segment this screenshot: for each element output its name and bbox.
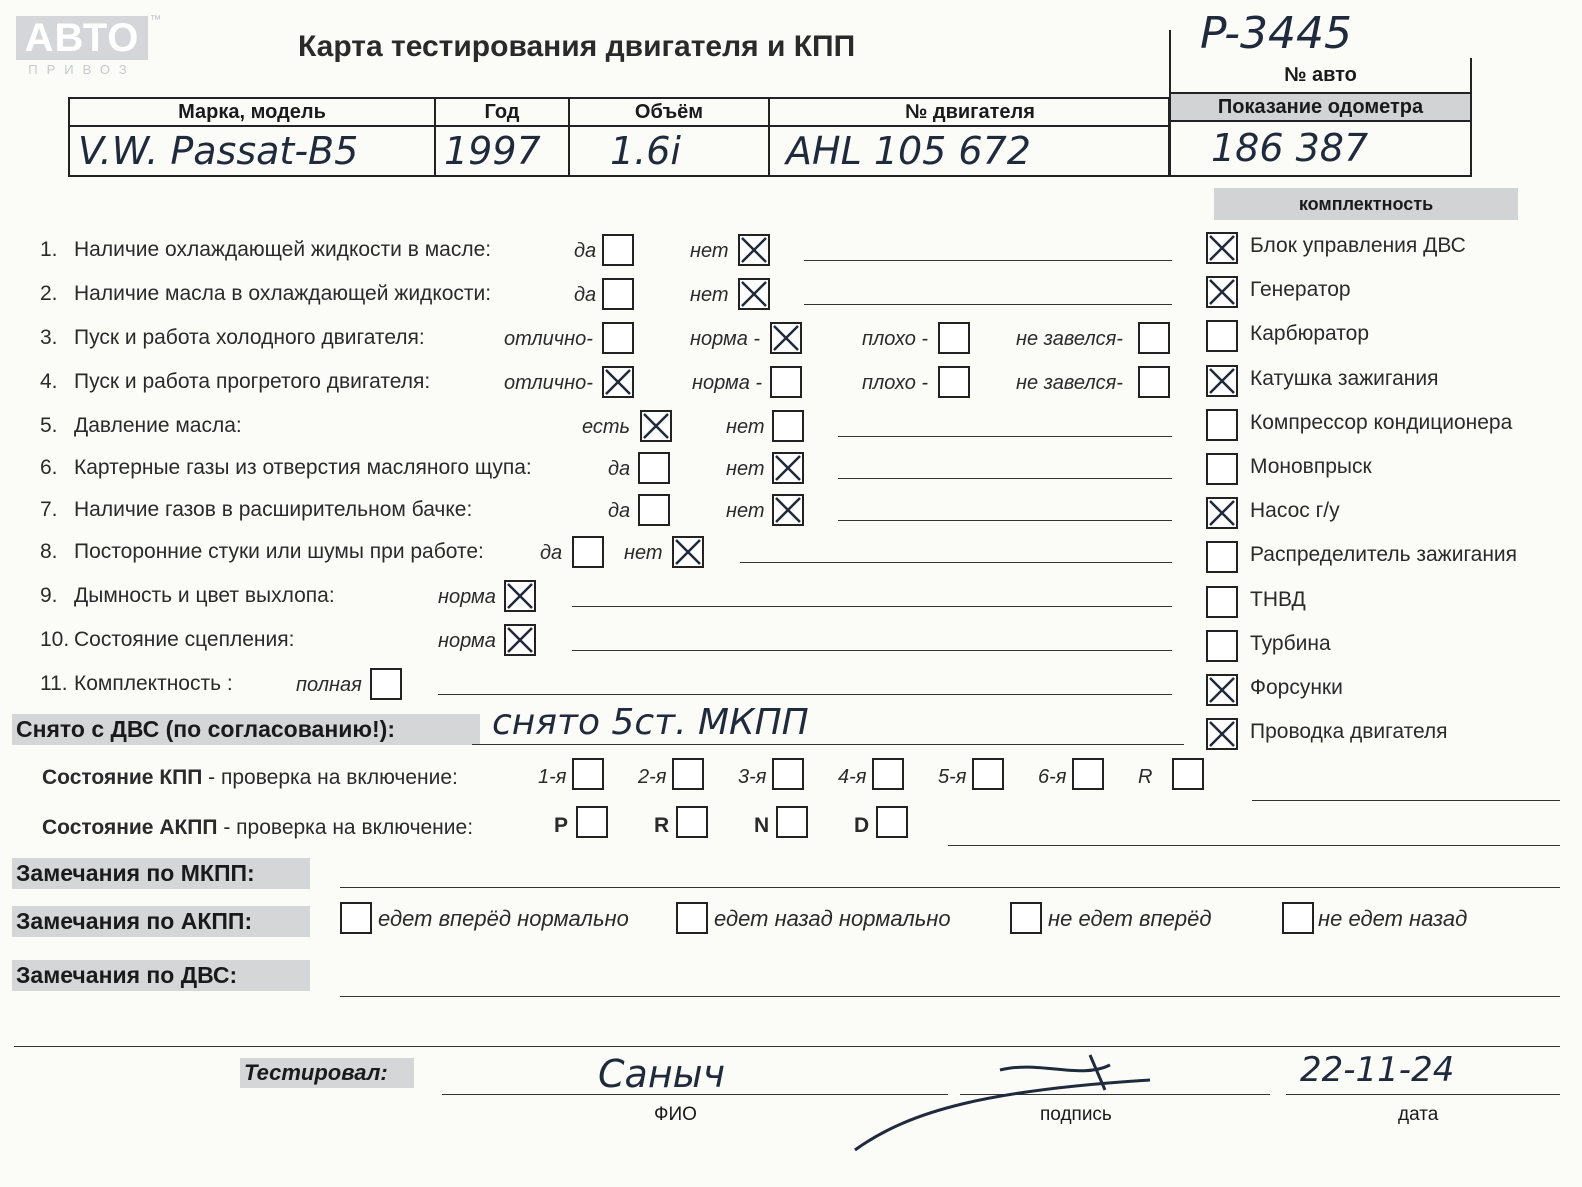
- year-value: 1997: [444, 129, 541, 173]
- option-checkbox[interactable]: [602, 322, 634, 354]
- option-label: есть: [582, 416, 631, 438]
- option-checkbox[interactable]: [738, 234, 770, 266]
- question-text: Давление масла:: [74, 414, 242, 437]
- completeness-checkbox[interactable]: [1206, 320, 1238, 352]
- completeness-item-label: Генератор: [1250, 278, 1351, 302]
- odometer-label: Показание одометра: [1171, 94, 1470, 122]
- completeness-item-label: Моновпрыск: [1250, 455, 1372, 478]
- remarks-mkpp-line: [340, 887, 1560, 888]
- gear-checkbox[interactable]: [872, 758, 904, 790]
- completeness-checkbox[interactable]: [1206, 497, 1238, 529]
- gear-label: 1-я: [538, 766, 567, 788]
- akpp-line: [948, 845, 1560, 846]
- check-mark-icon: [1206, 365, 1238, 397]
- option-label: да: [608, 458, 631, 480]
- answer-line: [804, 260, 1172, 261]
- completeness-checkbox[interactable]: [1206, 365, 1238, 397]
- option-checkbox[interactable]: [602, 278, 634, 310]
- check-mark-icon: [672, 536, 704, 568]
- check-mark-icon: [504, 624, 536, 656]
- option-checkbox[interactable]: [772, 494, 804, 526]
- mode-label: N: [754, 814, 770, 837]
- option-label: нет: [726, 458, 765, 480]
- answer-line: [804, 304, 1172, 305]
- remarks-dvs-line: [340, 996, 1560, 997]
- akpp-label-rest: - проверка на включение:: [217, 816, 474, 839]
- logo-sub: ПРИВОЗ: [28, 62, 136, 77]
- car-number-value: P-3445: [1200, 8, 1352, 59]
- mode-checkbox[interactable]: [576, 806, 608, 838]
- question-text: Посторонние стуки или шумы при работе:: [74, 540, 484, 563]
- logo: [16, 14, 161, 77]
- check-mark-icon: [738, 234, 770, 266]
- question-number: 1.: [40, 238, 58, 261]
- gear-label: 4-я: [838, 766, 867, 788]
- odometer-value: 186 387: [1211, 126, 1369, 170]
- volume-cell: [570, 99, 770, 177]
- option-checkbox[interactable]: [572, 536, 604, 568]
- option-label: норма: [438, 630, 496, 652]
- completeness-checkbox[interactable]: [1206, 276, 1238, 308]
- akpp-remark-checkbox[interactable]: [1282, 902, 1314, 934]
- option-label: норма -: [692, 372, 763, 394]
- option-checkbox[interactable]: [772, 410, 804, 442]
- answer-line: [838, 436, 1172, 437]
- completeness-item-label: Турбина: [1250, 631, 1331, 655]
- signature-scribble: [850, 1050, 1160, 1160]
- option-checkbox[interactable]: [370, 668, 402, 700]
- tester-name: Саныч: [598, 1052, 726, 1096]
- question-number: 5.: [40, 414, 58, 437]
- gear-label: 2-я: [638, 766, 667, 788]
- question-text: Комплектность :: [74, 672, 233, 695]
- gear-label: 3-я: [738, 766, 767, 788]
- answer-line: [740, 562, 1172, 563]
- completeness-item-label: Проводка двигателя: [1250, 720, 1448, 744]
- mode-label: R: [654, 814, 670, 837]
- question-text: Пуск и работа холодного двигателя:: [74, 326, 425, 349]
- completeness-checkbox[interactable]: [1206, 586, 1238, 618]
- option-label: отлично-: [504, 328, 593, 350]
- completeness-checkbox[interactable]: [1206, 674, 1238, 706]
- mode-checkbox[interactable]: [876, 806, 908, 838]
- option-label: да: [540, 542, 563, 564]
- question-number: 6.: [40, 456, 58, 479]
- completeness-item-label: Катушка зажигания: [1250, 366, 1439, 390]
- option-label: нет: [690, 284, 729, 306]
- mode-label: D: [854, 814, 870, 837]
- option-checkbox[interactable]: [772, 452, 804, 484]
- year-label: Год: [436, 99, 568, 127]
- check-mark-icon: [1206, 674, 1238, 706]
- option-label: норма -: [690, 328, 761, 350]
- page-title: Карта тестирования двигателя и КПП: [298, 30, 856, 63]
- completeness-checkbox[interactable]: [1206, 541, 1238, 573]
- divider: [1169, 30, 1171, 60]
- kpp-label-bold: Состояние КПП: [42, 766, 203, 789]
- check-mark-icon: [770, 322, 802, 354]
- option-checkbox[interactable]: [938, 322, 970, 354]
- option-checkbox[interactable]: [1138, 366, 1170, 398]
- check-mark-icon: [1206, 232, 1238, 264]
- remarks-mkpp-label: Замечания по МКПП:: [12, 858, 310, 889]
- option-checkbox[interactable]: [638, 494, 670, 526]
- engine-value: AHL 105 672: [786, 129, 1031, 173]
- gear-checkbox[interactable]: [972, 758, 1004, 790]
- question-text: Пуск и работа прогретого двигателя:: [74, 370, 431, 393]
- answer-line: [438, 694, 1172, 695]
- completeness-checkbox[interactable]: [1206, 630, 1238, 662]
- question-number: 9.: [40, 584, 58, 607]
- brand-value: V.W. Passat-B5: [78, 129, 359, 173]
- option-checkbox[interactable]: [638, 452, 670, 484]
- check-mark-icon: [1206, 718, 1238, 750]
- engine-label: № двигателя: [770, 99, 1170, 127]
- question-text: Состояние сцепления:: [74, 628, 295, 651]
- answer-line: [838, 520, 1172, 521]
- completeness-heading: комплектность: [1214, 188, 1518, 220]
- brand-cell: [70, 99, 436, 177]
- question-text: Наличие масла в охлаждающей жидкости:: [74, 282, 492, 305]
- completeness-checkbox[interactable]: [1206, 453, 1238, 485]
- option-checkbox[interactable]: [602, 234, 634, 266]
- akpp-remark-checkbox[interactable]: [676, 902, 708, 934]
- mode-label: P: [554, 814, 569, 837]
- option-checkbox[interactable]: [738, 278, 770, 310]
- remarks-dvs-label: Замечания по ДВС:: [12, 960, 310, 991]
- mode-checkbox[interactable]: [776, 806, 808, 838]
- akpp-label-bold: Состояние АКПП: [42, 816, 218, 839]
- check-mark-icon: [504, 580, 536, 612]
- question-text: Наличие охлаждающей жидкости в масле:: [74, 238, 492, 261]
- vehicle-table: [68, 97, 1170, 177]
- question-number: 3.: [40, 326, 58, 349]
- completeness-checkbox[interactable]: [1206, 718, 1238, 750]
- option-label: нет: [690, 240, 729, 262]
- answer-line: [838, 478, 1172, 479]
- akpp-remark-label: едет вперёд нормально: [378, 906, 629, 931]
- option-label: да: [574, 240, 597, 262]
- tested-label: Тестировал:: [240, 1058, 414, 1088]
- option-label: не завелся-: [1016, 372, 1123, 394]
- option-checkbox[interactable]: [770, 366, 802, 398]
- gear-checkbox[interactable]: [1072, 758, 1104, 790]
- akpp-remark-label: едет назад нормально: [714, 906, 951, 931]
- option-label: нет: [624, 542, 663, 564]
- akpp-remark-checkbox[interactable]: [340, 902, 372, 934]
- completeness-item-label: Форсунки: [1250, 676, 1343, 699]
- option-label: да: [608, 500, 631, 522]
- answer-line: [572, 606, 1172, 607]
- akpp-remark-label: не едет вперёд: [1048, 906, 1212, 931]
- completeness-item-label: Компрессор кондиционера: [1250, 410, 1513, 434]
- answer-line: [572, 650, 1172, 651]
- option-label: отлично-: [504, 372, 593, 394]
- test-date: 22-11-24: [1300, 1050, 1455, 1090]
- completeness-item-label: Распределитель зажигания: [1250, 543, 1518, 567]
- volume-value: 1.6i: [610, 129, 681, 173]
- question-text: Дымность и цвет выхлопа:: [74, 584, 335, 607]
- option-checkbox[interactable]: [640, 410, 672, 442]
- date-label: дата: [1398, 1104, 1439, 1125]
- remarks-akpp-label: Замечания по АКПП:: [12, 906, 310, 937]
- option-checkbox[interactable]: [770, 322, 802, 354]
- date-line: [1286, 1094, 1560, 1095]
- completeness-checkbox[interactable]: [1206, 232, 1238, 264]
- check-mark-icon: [1206, 276, 1238, 308]
- check-mark-icon: [772, 494, 804, 526]
- gear-checkbox[interactable]: [772, 758, 804, 790]
- completeness-item-label: ТНВД: [1250, 587, 1306, 611]
- option-label: нет: [726, 416, 765, 438]
- gear-checkbox[interactable]: [1172, 758, 1204, 790]
- engine-cell: [770, 99, 1170, 177]
- completeness-item-label: Насос г/у: [1250, 499, 1340, 523]
- option-checkbox[interactable]: [602, 366, 634, 398]
- gear-label: R: [1138, 766, 1153, 788]
- logo-tm: ™: [150, 14, 161, 26]
- question-number: 4.: [40, 370, 58, 393]
- gear-checkbox[interactable]: [672, 758, 704, 790]
- signature-label: подпись: [1040, 1104, 1112, 1125]
- check-mark-icon: [602, 366, 634, 398]
- option-label: плохо -: [862, 328, 929, 350]
- fio-label: ФИО: [654, 1104, 697, 1125]
- akpp-remark-checkbox[interactable]: [1010, 902, 1042, 934]
- option-checkbox[interactable]: [938, 366, 970, 398]
- volume-label: Объём: [570, 99, 768, 127]
- gear-checkbox[interactable]: [572, 758, 604, 790]
- option-label: полная: [296, 674, 362, 696]
- question-text: Наличие газов в расширительном бачке:: [74, 498, 473, 521]
- option-checkbox[interactable]: [504, 624, 536, 656]
- option-checkbox[interactable]: [504, 580, 536, 612]
- option-label: плохо -: [862, 372, 929, 394]
- check-mark-icon: [738, 278, 770, 310]
- removed-label: Снято с ДВС (по согласованию!):: [12, 714, 480, 745]
- kpp-label: [42, 766, 458, 790]
- kpp-line: [1252, 800, 1560, 801]
- year-cell: [436, 99, 570, 177]
- akpp-label: [42, 816, 473, 840]
- brand-label: Марка, модель: [70, 99, 434, 127]
- option-checkbox[interactable]: [672, 536, 704, 568]
- completeness-item-label: Карбюратор: [1250, 322, 1370, 346]
- car-number-label: № авто: [1171, 58, 1470, 94]
- question-text: Картерные газы из отверстия масляного щупа:: [74, 456, 532, 479]
- question-number: 8.: [40, 540, 58, 563]
- removed-line: [472, 744, 1184, 745]
- mode-checkbox[interactable]: [676, 806, 708, 838]
- gear-label: 5-я: [938, 766, 967, 788]
- remarks-extra-line: [14, 1046, 1560, 1047]
- logo-main: АВТО: [16, 16, 148, 60]
- gear-label: 6-я: [1038, 766, 1067, 788]
- completeness-item-label: Блок управления ДВС: [1250, 234, 1466, 257]
- check-mark-icon: [772, 452, 804, 484]
- akpp-remark-label: не едет назад: [1318, 906, 1468, 931]
- removed-value: снято 5ст. МКПП: [492, 702, 809, 743]
- option-label: не завелся-: [1016, 328, 1123, 350]
- question-number: 11.: [40, 672, 68, 695]
- kpp-label-rest: - проверка на включение:: [202, 766, 458, 789]
- check-mark-icon: [640, 410, 672, 442]
- check-mark-icon: [1206, 497, 1238, 529]
- option-label: норма: [438, 586, 496, 608]
- completeness-checkbox[interactable]: [1206, 409, 1238, 441]
- question-number: 7.: [40, 498, 58, 521]
- option-label: нет: [726, 500, 765, 522]
- option-label: да: [574, 284, 597, 306]
- question-number: 2.: [40, 282, 58, 305]
- question-number: 10.: [40, 628, 70, 651]
- car-number-box: [1169, 58, 1472, 177]
- option-checkbox[interactable]: [1138, 322, 1170, 354]
